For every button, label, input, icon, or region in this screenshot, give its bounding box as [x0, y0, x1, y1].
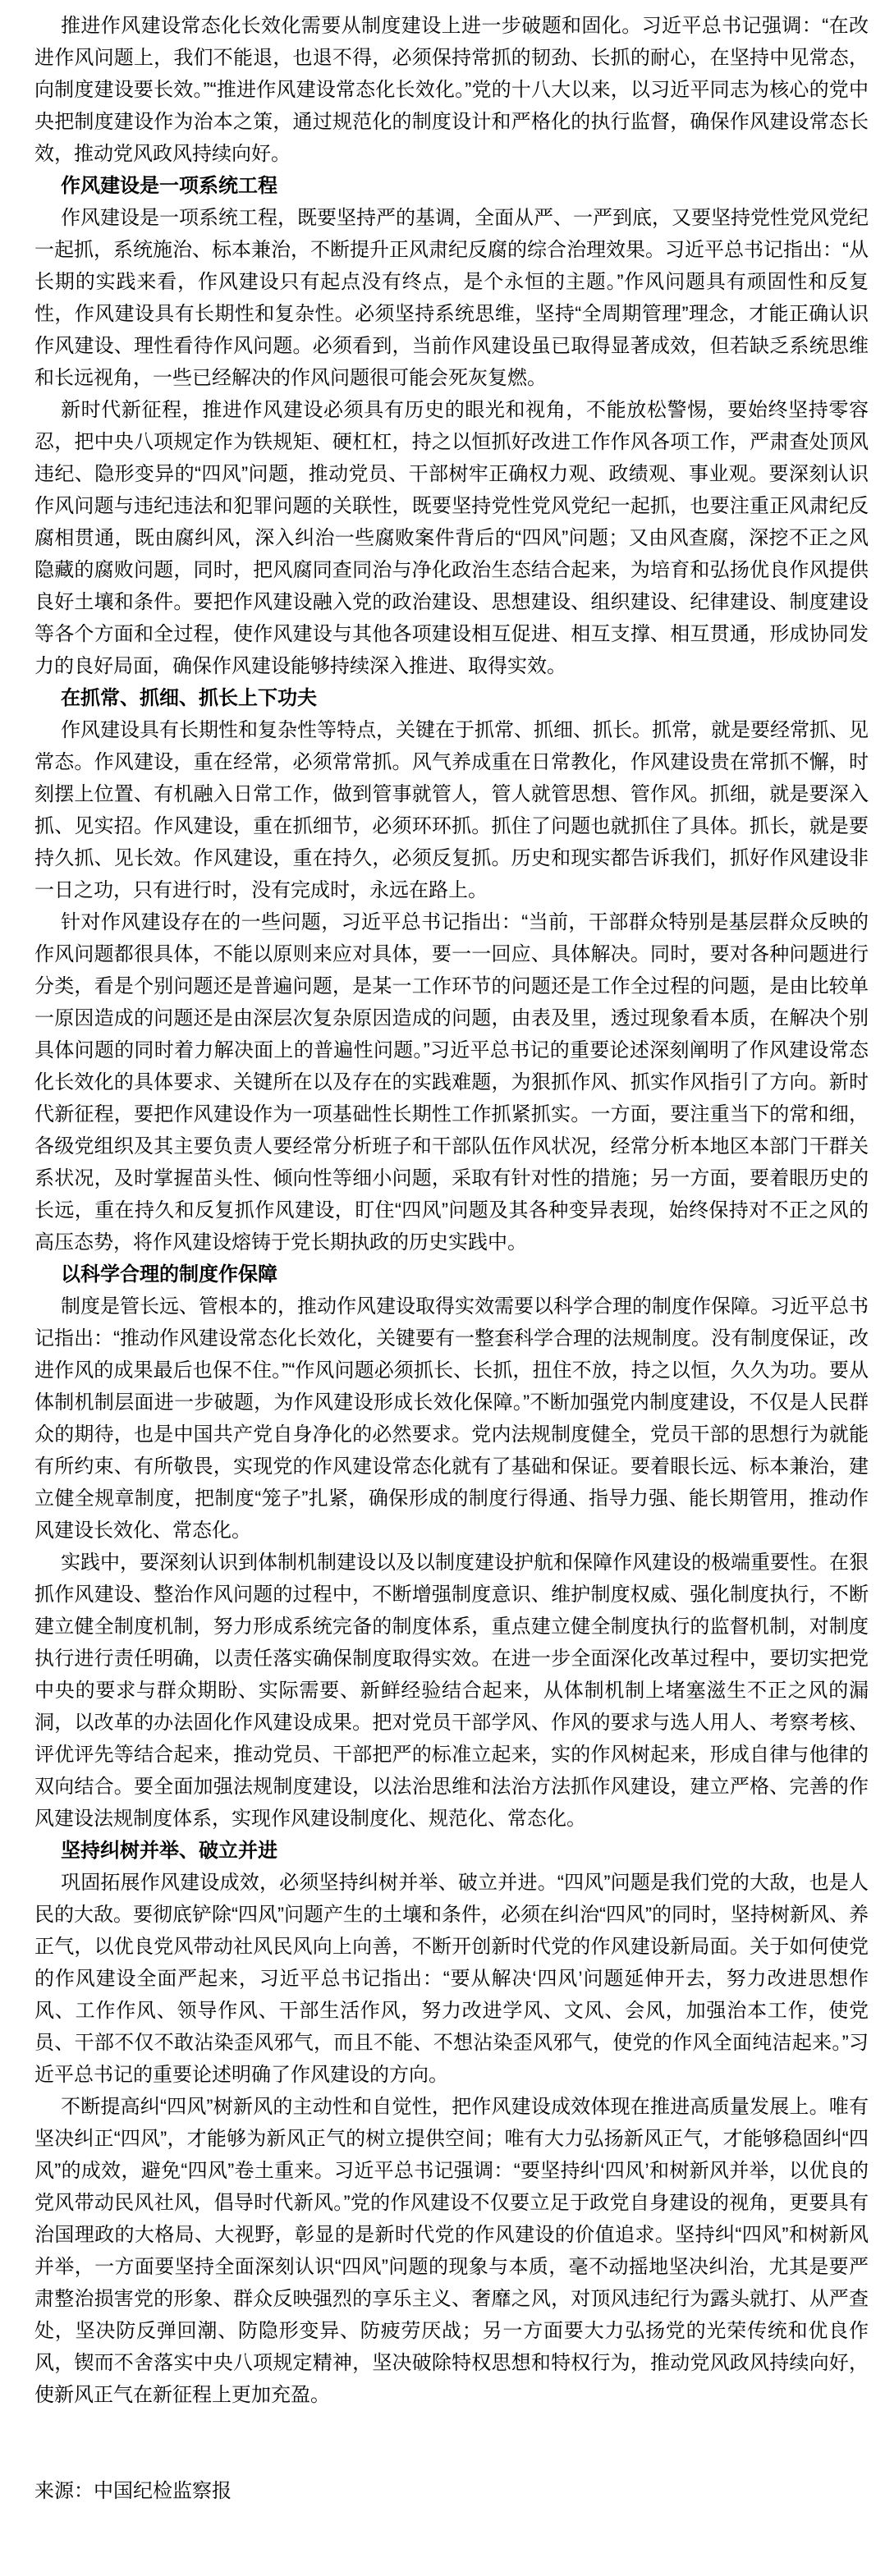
paragraph-rectify-and-foster-1: 巩固拓展作风建设成效，必须坚持纠树并举、破立并进。“四风”问题是我们党的大敌，也是人民的大敌。要彻底铲除“四风”问题产生的土壤和条件，必须在纠治“四风”的同时，坚持树新风、养正气，以优良党风带动社风民风向上向善，不断开创新时代党的作风建设新局面。关于如何使党的作风建设全面严起来，习近平总书记指出：“要从解决‘四风’问题延伸开去，努力改进思想作风、工作作风、领导作风、干部生活作风，努力改进学风、文风、会风，加强治本工作，使党员、干部不仅不敢沾染歪风邪气，而且不能、不想沾染歪风邪气，使党的作风全面纯洁起来。”习近平总书记的重要论述明确了作风建设的方向。 [34, 1872, 869, 2086]
paragraph-intro: 推进作风建设常态化长效化需要从制度建设上进一步破题和固化。习近平总书记强调：“在改进作风问题上，我们不能退，也退不得，必须保持常抓的韧劲、长抓的耐心，在坚持中见常态，向制度建设要长效。”“推进作风建设常态化长效化。”党的十八大以来，以习近平同志为核心的党中央把制度建设作为治本之策，通过规范化的制度设计和严格化的执行监督，确保作风建设常态长效，推动党风政风持续向好。 [34, 15, 869, 165]
paragraph-systematic-project-1: 作风建设是一项系统工程，既要坚持严的基调，全面从严、一严到底，又要坚持党性党风党纪一起抓，系统施治、标本兼治，不断提升正风肃纪反腐的综合治理效果。习近平总书记指出：“从长期的实践来看，作风建设只有起点没有终点，是个永恒的主题。”作风问题具有顽固性和反复性，作风建设具有长期性和复杂性。必须坚持系统思维，坚持“全周期管理”理念，才能正确认识作风建设、理性看待作风问题。必须看到，当前作风建设虽已取得显著成效，但若缺乏系统思维和长远视角，一些已经解决的作风问题很可能会死灰复燃。 [34, 207, 869, 389]
source-line: 来源：中国纪检监察报 [34, 2480, 232, 2502]
paragraph-rectify-and-foster-2: 不断提高纠“四风”树新风的主动性和自觉性，把作风建设成效体现在推进高质量发展上。唯有坚决纠正“四风”，才能够为新风正气的树立提供空间；唯有大力弘扬新风正气，才能够稳固纠“四风”的成效，避免“四风”卷土重来。习近平总书记强调：“要坚持纠‘四风’和树新风并举，以优良的党风带动民风社风，倡导时代新风。”党的作风建设不仅要立足于政党自身建设的视角，更要具有治国理政的大格局、大视野，彰显的是新时代党的作风建设的价值追求。坚持纠“四风”和树新风并举，一方面要坚持全面深刻认识“四风”问题的现象与本质，毫不动摇地坚决纠治，尤其是要严肃整治损害党的形象、群众反映强烈的享乐主义、奢靡之风，对顶风违纪行为露头就打、从严查处，坚决防反弹回潮、防隐形变异、防疲劳厌战；另一方面要大力弘扬党的光荣传统和优良作风，锲而不舍落实中央八项规定精神，坚决破除特权思想和特权行为，推动党风政风持续向好，使新风正气在新征程上更加充盈。 [34, 2096, 869, 2406]
paragraph-constant-detail-long-1: 作风建设具有长期性和复杂性等特点，关键在于抓常、抓细、抓长。抓常，就是要经常抓、见常态。作风建设，重在经常，必须常常抓。风气养成重在日常教化，作风建设贵在常抓不懈，时刻摆上位置、有机融入日常工作，做到管事就管人，管人就管思想、管作风。抓细，就是要深入抓、见实招。作风建设，重在抓细节，必须环环抓。抓住了问题也就抓住了具体。抓长，就是要持久抓、见长效。作风建设，重在持久，必须反复抓。历史和现实都告诉我们，抓好作风建设非一日之功，只有进行时，没有完成时，永远在路上。 [34, 719, 869, 901]
section-heading-systematic-project: 作风建设是一项系统工程 [61, 175, 277, 197]
section-heading-institutional-guarantee: 以科学合理的制度作保障 [61, 1263, 277, 1286]
paragraph-institutional-guarantee-1: 制度是管长远、管根本的，推动作风建设取得实效需要以科学合理的制度作保障。习近平总书记指出：“推动作风建设常态化长效化，关键要有一整套科学合理的法规制度。没有制度保证，改进作风的成果最后也保不住。”“作风问题必须抓长、长抓，扭住不放，持之以恒，久久为功。要从体制机制层面进一步破题，为作风建设形成长效化保障。”不断加强党内制度建设，不仅是人民群众的期待，也是中国共产党自身净化的必然要求。党内法规制度健全，党员干部的思想行为就能有所约束、有所敬畏，实现党的作风建设常态化就有了基础和保证。要着眼长远、标本兼治，建立健全规章制度，把制度“笼子”扎紧，确保形成的制度行得通、指导力强、能长期管用，推动作风建设长效化、常态化。 [34, 1295, 869, 1542]
section-heading-constant-detail-long: 在抓常、抓细、抓长上下功夫 [61, 687, 317, 709]
paragraph-constant-detail-long-2: 针对作风建设存在的一些问题，习近平总书记指出：“当前，干部群众特别是基层群众反映的作风问题都很具体，不能以原则来应对具体，要一一回应、具体解决。同时，要对各种问题进行分类，看是个别问题还是普遍问题，是某一工作环节的问题还是工作全过程的问题，是由比较单一原因造成的问题还是由深层次复杂原因造成的问题，由表及里，透过现象看本质，在解决个别具体问题的同时着力解决面上的普遍性问题。”习近平总书记的重要论述深刻阐明了作风建设常态化长效化的具体要求、关键所在以及存在的实践难题，为狠抓作风、抓实作风指引了方向。新时代新征程，要把作风建设作为一项基础性长期性工作抓紧抓实。一方面，要注重当下的常和细，各级党组织及其主要负责人要经常分析班子和干部队伍作风状况，经常分析本地区本部门干群关系状况，及时掌握苗头性、倾向性等细小问题，采取有针对性的措施；另一方面，要着眼历史的长远，重在持久和反复抓作风建设，盯住“四风”问题及其各种变异表现，始终保持对不正之风的高压态势，将作风建设熔铸于党长期执政的历史实践中。 [34, 911, 869, 1254]
paragraph-institutional-guarantee-2: 实践中，要深刻认识到体制机制建设以及以制度建设护航和保障作风建设的极端重要性。在狠抓作风建设、整治作风问题的过程中，不断增强制度意识、维护制度权威、强化制度执行，不断建立健全制度机制，努力形成系统完备的制度体系，重点建立健全制度执行的监督机制，对制度执行进行责任明确，以责任落实确保制度取得实效。在进一步全面深化改革过程中，要切实把党中央的要求与群众期盼、实际需要、新鲜经验结合起来，从体制机制上堵塞滋生不正之风的漏洞，以改革的办法固化作风建设成果。把对党员干部学风、作风的要求与选人用人、考察考核、评优评先等结合起来，推动党员、干部把严的标准立起来，实的作风树起来，形成自律与他律的双向结合。要全面加强法规制度建设，以法治思维和法治方法抓作风建设，建立严格、完善的作风建设法规制度体系，实现作风建设制度化、规范化、常态化。 [34, 1552, 869, 1830]
section-heading-rectify-and-foster: 坚持纠树并举、破立并进 [61, 1840, 277, 1862]
paragraph-systematic-project-2: 新时代新征程，推进作风建设必须具有历史的眼光和视角，不能放松警惕，要始终坚持零容忍，把中央八项规定作为铁规矩、硬杠杠，持之以恒抓好改进工作作风各项工作，严肃查处顶风违纪、隐形变异的“四风”问题，推动党员、干部树牢正确权力观、政绩观、事业观。要深刻认识作风问题与违纪违法和犯罪问题的关联性，既要坚持党性党风党纪一起抓，也要注重正风肃纪反腐相贯通，既由腐纠风，深入纠治一些腐败案件背后的“四风”问题；又由风查腐，深挖不正之风隐藏的腐败问题，同时，把风腐同查同治与净化政治生态结合起来，为培育和弘扬优良作风提供良好土壤和条件。要把作风建设融入党的政治建设、思想建设、组织建设、纪律建设、制度建设等各个方面和全过程，使作风建设与其他各项建设相互促进、相互支撑、相互贯通，形成协同发力的良好局面，确保作风建设能够持续深入推进、取得实效。 [34, 399, 869, 677]
